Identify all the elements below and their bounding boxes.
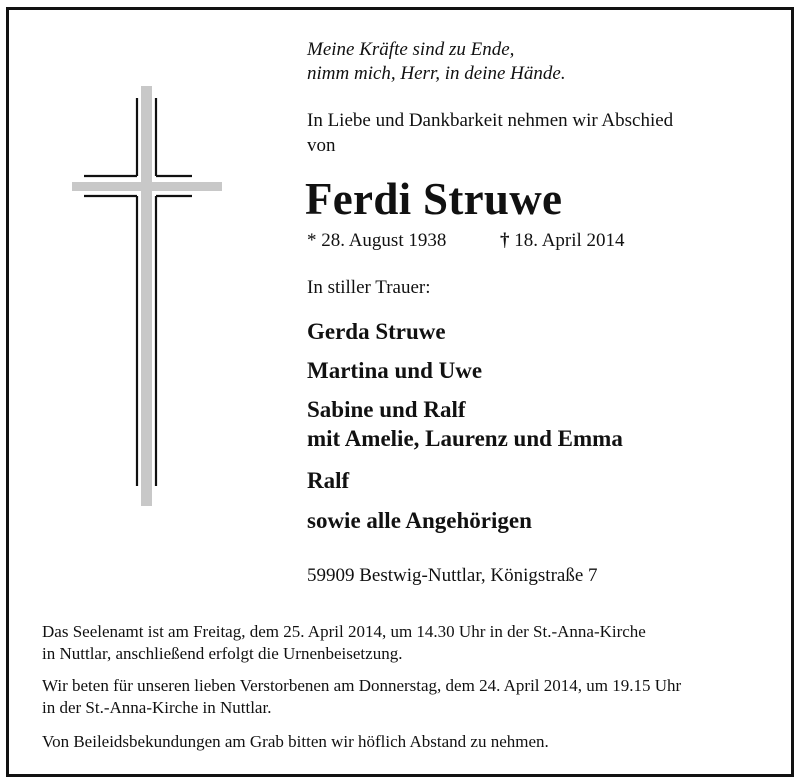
address: 59909 Bestwig-Nuttlar, Königstraße 7: [307, 565, 598, 586]
family-line-3: Sabine und Ralf: [307, 397, 466, 422]
cross-icon: [72, 86, 222, 506]
family-line-5: Ralf: [307, 468, 350, 493]
family-line-1: Gerda Struwe: [307, 319, 446, 344]
notice-2-line-2: in der St.-Anna-Kirche in Nuttlar.: [42, 698, 272, 717]
notice-2-line-1: Wir beten für unseren lieben Verstorbenen am Donnerstag, dem 24. April 2014, um 19.15 Uhr: [42, 676, 682, 695]
motto-line-2: nimm mich, Herr, in deine Hände.: [307, 63, 566, 84]
notice-1-line-2: in Nuttlar, anschließend erfolgt die Urnenbeisetzung.: [42, 644, 403, 663]
mourning-label: In stiller Trauer:: [307, 277, 431, 298]
family-line-6: sowie alle Angehörigen: [307, 508, 532, 533]
birth-date: * 28. August 1938: [307, 230, 447, 251]
death-date: 18. April 2014: [514, 230, 625, 251]
dagger-icon: †: [500, 230, 510, 251]
notice-3-line-1: Von Beileidsbekundungen am Grab bitten wir höflich Abstand zu nehmen.: [42, 732, 549, 751]
family-line-2: Martina und Uwe: [307, 358, 483, 383]
family-line-4: mit Amelie, Laurenz und Emma: [307, 426, 623, 451]
motto-line-1: Meine Kräfte sind zu Ende,: [307, 39, 515, 60]
intro-line-2: von: [307, 135, 336, 156]
intro-line-1: In Liebe und Dankbarkeit nehmen wir Abschied: [307, 110, 674, 131]
death-date-line: [500, 229, 625, 253]
deceased-name: Ferdi Struwe: [305, 174, 563, 224]
notice-1-line-1: Das Seelenamt ist am Freitag, dem 25. April 2014, um 14.30 Uhr in der St.-Anna-Kirche: [42, 622, 646, 641]
